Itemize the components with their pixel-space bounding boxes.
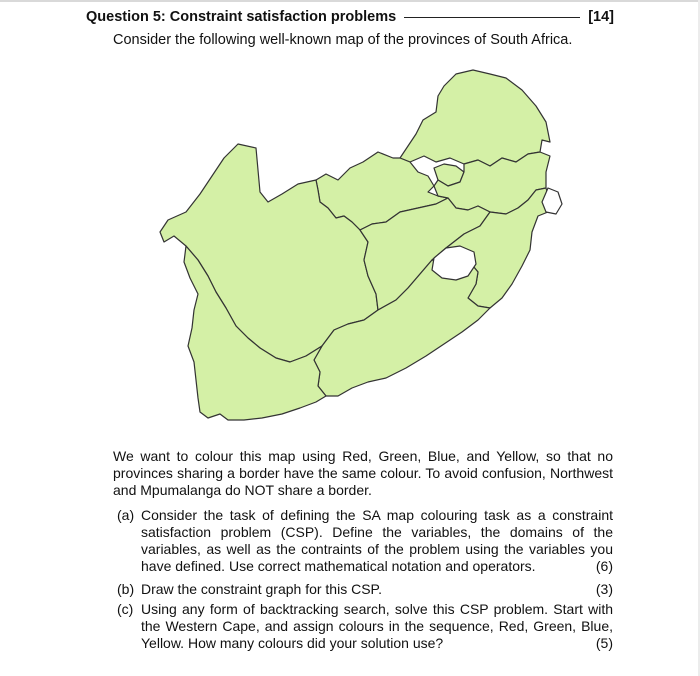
part-label: (c) [117, 601, 134, 617]
part-text: Consider the task of defining the SA map colouring task as a constraint satisfaction problem (CSP). Define the variables, the domains of the variables, as well as the contraints of the problem using the variables you have defined. Use correct mathematical notation and operators. [141, 507, 613, 574]
question-total-marks: [14] [588, 9, 614, 25]
question-title: Question 5: Constraint satisfaction problems [86, 9, 397, 25]
page-top-edge [0, 0, 700, 2]
south-africa-provinces-map [138, 62, 568, 440]
part-text: Draw the constraint graph for this CSP. [141, 581, 382, 597]
part-label: (a) [117, 507, 135, 523]
title-leader-line [404, 17, 580, 18]
problem-description: We want to colour this map using Red, Green, Blue, and Yellow, so that no provinces sharing a border have the same colour. To avoid confusion, Northwest and Mpumalanga do NOT share a border. [113, 448, 613, 498]
part-marks: (5) [595, 635, 613, 651]
question-intro: Consider the following well-known map of the provinces of South Africa. [113, 32, 573, 48]
part-label: (b) [117, 581, 135, 597]
province-limpopo [400, 70, 550, 166]
part-marks: (6) [595, 558, 613, 574]
part-marks: (3) [595, 581, 613, 597]
question-header [86, 9, 614, 29]
part-text: Using any form of backtracking search, solve this CSP problem. Start with the Western Cape, and assign colours in the sequence, Red, Green, Blue, Yellow. How many colours did your solution use? [141, 601, 613, 651]
